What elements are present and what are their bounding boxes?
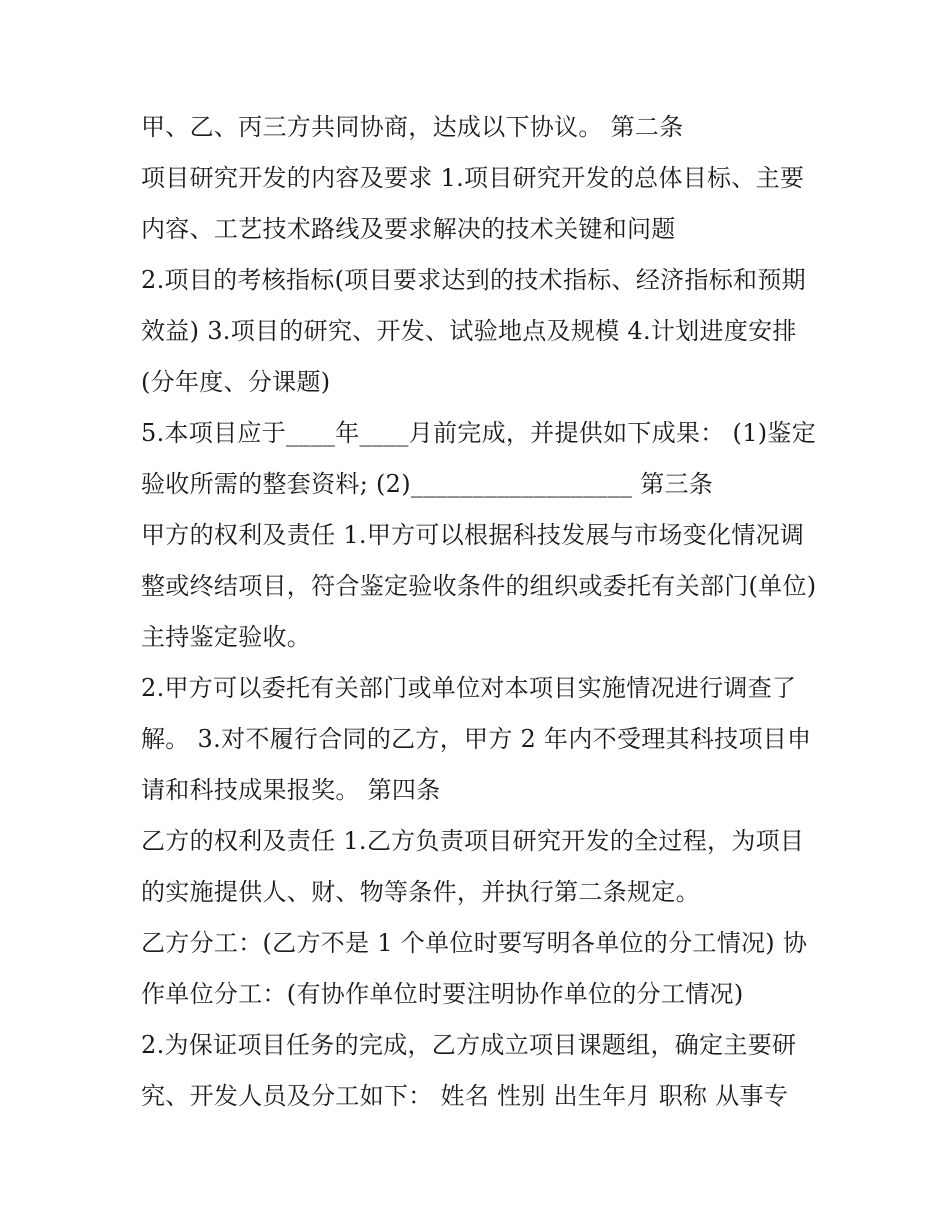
paragraph-party-b-division: 乙方分工：(乙方不是 1 个单位时要写明各单位的分工情况) 协作单位分工：(有协作单位时要注明协作单位的分工情况) [141, 929, 808, 1008]
paragraph-party-a-rights: 甲方的权利及责任 1.甲方可以根据科技发展与市场变化情况调整或终结项目，符合鉴定验收条件的组织或委托有关部门(单位)主持鉴定验收。 [141, 521, 817, 651]
paragraph-completion-deadline: 5.本项目应于____年____月前完成，并提供如下成果： (1)鉴定验收所需的整套资料; (2)__________________ 第三条 [141, 419, 817, 498]
paragraph-project-content: 项目研究开发的内容及要求 1.项目研究开发的总体目标、主要内容、工艺技术路线及要求解决的技术关键和问题 [141, 164, 805, 243]
paragraph-party-a-supervision: 2.甲方可以委托有关部门或单位对本项目实施情况进行调查了解。 3.对不履行合同的乙方，甲方 2 年内不受理其科技项目申请和科技成果报奖。 第四条 [141, 674, 812, 804]
paragraph-party-b-rights: 乙方的权利及责任 1.乙方负责项目研究开发的全过程，为项目的实施提供人、财、物等条件，并执行第二条规定。 [141, 827, 805, 906]
paragraph-assessment-indicators: 2.项目的考核指标(项目要求达到的技术指标、经济指标和预期效益) 3.项目的研究、开发、试验地点及规模 4.计划进度安排(分年度、分课题) [141, 266, 806, 396]
document-page [141, 102, 821, 1122]
paragraph-agreement-intro: 甲、乙、丙三方共同协商，达成以下协议。 第二条 [141, 113, 684, 141]
paragraph-project-team: 2.为保证项目任务的完成，乙方成立项目课题组，确定主要研究、开发人员及分工如下： 姓名 性别 出生年月 职称 从事专 [141, 1031, 797, 1110]
